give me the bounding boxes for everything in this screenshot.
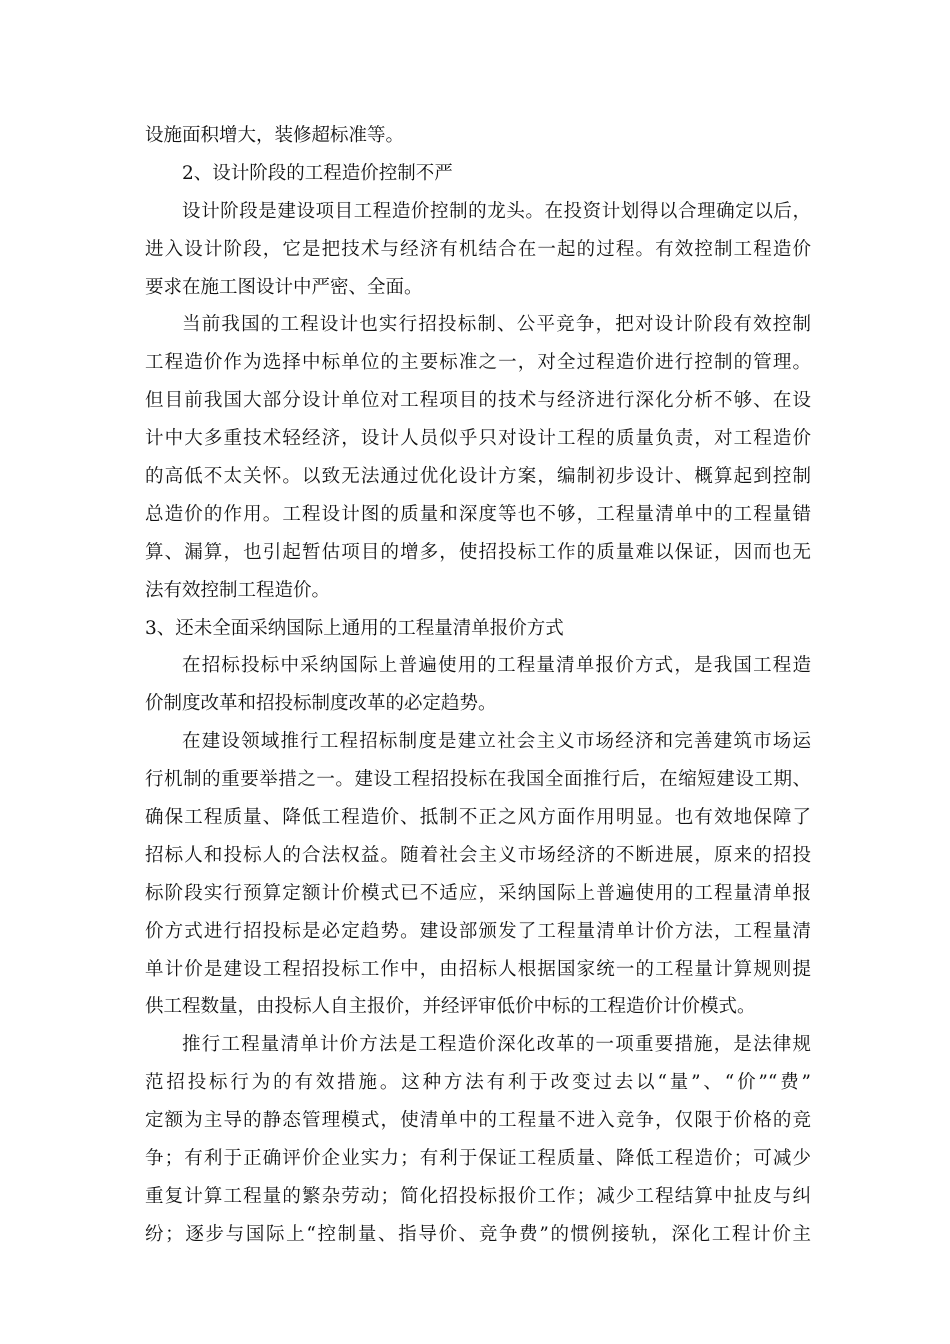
- text-line: 总造价的作用。工程设计图的质量和深度等也不够，工程量清单中的工程量错: [145, 503, 811, 525]
- text-line: 算、漏算，也引起暂估项目的增多，使招投标工作的质量难以保证，因而也无: [145, 541, 811, 563]
- text-line: 进入设计阶段，它是把技术与经济有机结合在一起的过程。有效控制工程造价: [145, 238, 811, 260]
- text-line: 价方式进行招投标是必定趋势。建设部颁发了工程量清单计价方法，工程量清: [145, 920, 811, 942]
- text-line: 行机制的重要举措之一。建设工程招投标在我国全面推行后，在缩短建设工期、: [145, 769, 811, 791]
- text-line: 纷；逐步与国际上“控制量、指导价、竞争费”的惯例接轨，深化工程计价主: [145, 1223, 811, 1245]
- text-line: 的高低不太关怀。以致无法通过优化设计方案，编制初步设计、概算起到控制: [145, 466, 811, 488]
- text-line: 招标人和投标人的合法权益。随着社会主义市场经济的不断进展，原来的招投: [145, 844, 811, 866]
- text-line: 范招投标行为的有效措施。这种方法有利于改变过去以“量”、“价”“费”: [145, 1072, 811, 1094]
- text-line: 但目前我国大部分设计单位对工程项目的技术与经济进行深化分析不够、在设: [145, 390, 811, 412]
- text-line: 在建设领域推行工程招标制度是建立社会主义市场经济和完善建筑市场运: [182, 731, 811, 753]
- section-heading: 3、还未全面采纳国际上通用的工程量清单报价方式: [145, 617, 564, 639]
- text-line: 争；有利于正确评价企业实力；有利于保证工程质量、降低工程造价；可减少: [145, 1148, 811, 1170]
- document-body: [145, 117, 811, 1254]
- text-line: 设计阶段是建设项目工程造价控制的龙头。在投资计划得以合理确定以后，: [182, 200, 811, 222]
- text-line: 要求在施工图设计中严密、全面。: [145, 276, 423, 298]
- text-line: 计中大多重技术轻经济，设计人员似乎只对设计工程的质量负责，对工程造价: [145, 428, 811, 450]
- text-line: 推行工程量清单计价方法是工程造价深化改革的一项重要措施，是法律规: [182, 1034, 811, 1056]
- text-line: 定额为主导的静态管理模式，使清单中的工程量不进入竞争，仅限于价格的竞: [145, 1110, 811, 1132]
- text-line: 法有效控制工程造价。: [145, 579, 331, 601]
- text-line: 当前我国的工程设计也实行招投标制、公平竞争，把对设计阶段有效控制: [182, 314, 811, 336]
- section-heading: 2、设计阶段的工程造价控制不严: [182, 162, 453, 184]
- text-line: 设施面积增大，装修超标准等。: [145, 125, 405, 146]
- text-line: 供工程数量，由投标人自主报价，并经评审低价中标的工程造价计价模式。: [145, 996, 756, 1018]
- text-line: 工程造价作为选择中标单位的主要标准之一，对全过程造价进行控制的管理。: [145, 352, 811, 374]
- text-line: 重复计算工程量的繁杂劳动；简化招投标报价工作；减少工程结算中扯皮与纠: [145, 1185, 811, 1207]
- text-line: 在招标投标中采纳国际上普遍使用的工程量清单报价方式，是我国工程造: [182, 655, 811, 677]
- text-line: 确保工程质量、降低工程造价、抵制不正之风方面作用明显。也有效地保障了: [145, 807, 811, 829]
- text-line: 价制度改革和招投标制度改革的必定趋势。: [145, 693, 497, 715]
- text-line: 标阶段实行预算定额计价模式已不适应，采纳国际上普遍使用的工程量清单报: [145, 882, 811, 904]
- text-line: 单计价是建设工程招投标工作中，由招标人根据国家统一的工程量计算规则提: [145, 958, 811, 980]
